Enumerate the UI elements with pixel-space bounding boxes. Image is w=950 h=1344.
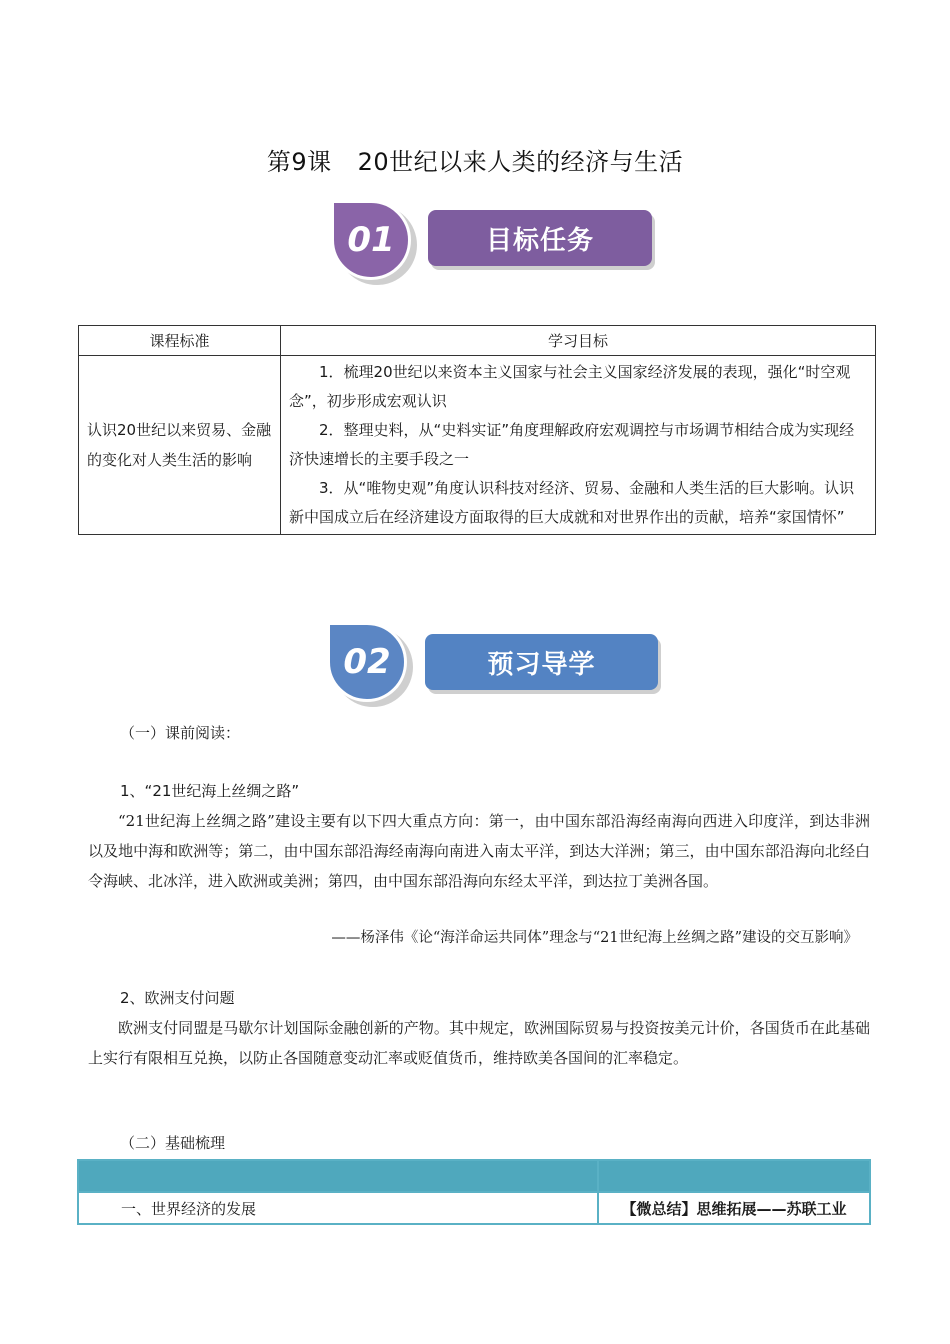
item1-text: “21世纪海上丝绸之路”建设主要有以下四大重点方向：第一，由中国东部沿海经南海向西进入印度洋，到达非洲以及地中海和欧洲等；第二，由中国东部沿海经南海向南进入南太平洋，到达大洋洲；第三，由中国东部沿海向北经白令海峡、北冰洋，进入欧洲或美洲；第四，由中国东部沿海向东经太平洋，到达拉丁美洲各国。 (88, 812, 870, 890)
header-goals: 学习目标 (281, 326, 876, 356)
item2-title: 2、欧洲支付问题 (120, 989, 235, 1007)
item2-text: 欧洲支付同盟是马歇尔计划国际金融创新的产物。其中规定，欧洲国际贸易与投资按美元计价，各国货币在此基础上实行有限相互兑换，以防止各国随意变动汇率或贬值货币，维持欧美各国间的汇率稳定。 (88, 1019, 870, 1067)
header-standard: 课程标准 (79, 326, 281, 356)
lesson-name: 20世纪以来人类的经济与生活 (357, 148, 684, 176)
section-01-banner: 目标任务 (428, 210, 652, 266)
section-01-number: 01 (331, 200, 411, 280)
basics-bar-left (78, 1160, 598, 1192)
learning-goals (281, 356, 876, 535)
section-02-badge (327, 622, 407, 702)
course-standard: 认识20世纪以来贸易、金融的变化对人类生活的影响 (79, 356, 281, 535)
item1-title: 1、“21世纪海上丝绸之路” (120, 782, 300, 800)
section-01-badge (331, 200, 411, 280)
goal-2: 2．整理史料，从“史料实证”角度理解政府宏观调控与市场调节相结合成为实现经济快速增长的主要手段之一 (289, 421, 855, 468)
section-02-number: 02 (327, 622, 407, 702)
micro-summary: 【微总结】思维拓展——苏联工业 (598, 1192, 870, 1224)
preview-heading: （一）课前阅读： (120, 724, 241, 742)
world-economy-heading: 一、世界经济的发展 (78, 1192, 598, 1224)
lesson-number: 第9课 (266, 148, 332, 176)
goal-1: 1．梳理20世纪以来资本主义国家与社会主义国家经济发展的表现，强化“时空观念”，初步形成宏观认识 (289, 363, 851, 410)
page-title (0, 142, 950, 177)
basics-heading: （二）基础梳理 (120, 1134, 226, 1152)
basics-table (77, 1159, 871, 1225)
section-02-banner: 预习导学 (425, 634, 658, 690)
goal-3: 3．从“唯物史观”角度认识科技对经济、贸易、金融和人类生活的巨大影响。认识新中国成立后在经济建设方面取得的巨大成就和对世界作出的贡献，培养“家国情怀” (289, 479, 855, 526)
item1-source: ——杨泽伟《论“海洋命运共同体”理念与“21世纪海上丝绸之路”建设的交互影响》 (331, 930, 858, 946)
basics-bar-right (598, 1160, 870, 1192)
goals-table (78, 325, 876, 535)
